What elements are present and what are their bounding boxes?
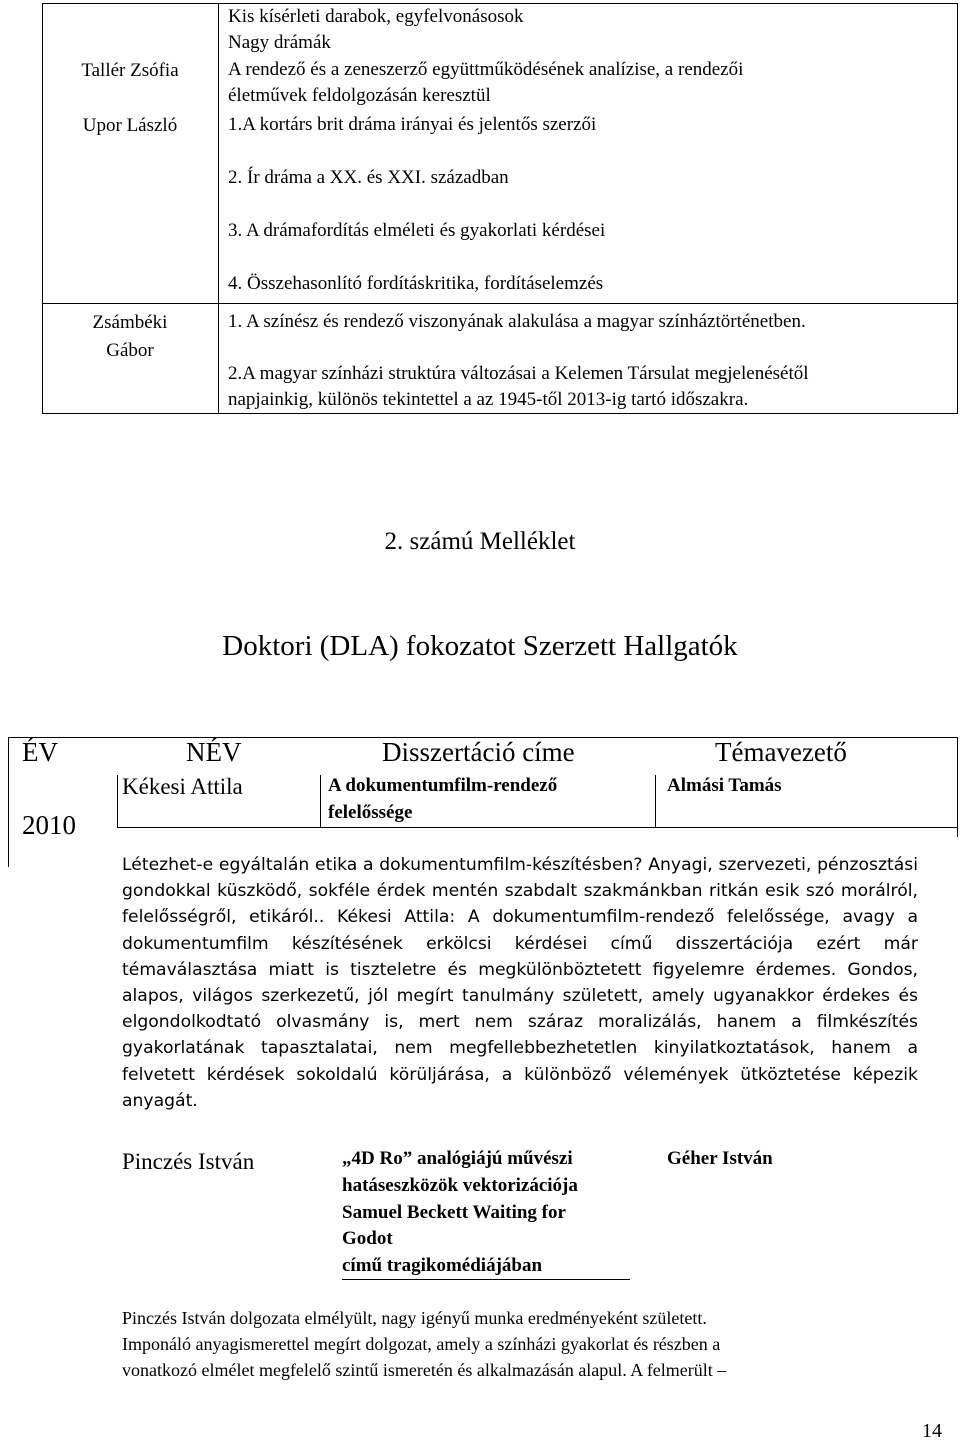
- entry-title-line: Samuel Beckett Waiting for: [342, 1202, 566, 1223]
- entry-title-line: című tragikomédiájában: [342, 1255, 543, 1276]
- entry-title-line: hatáseszközök vektorizációja: [342, 1175, 578, 1196]
- table-column-divider: [117, 775, 118, 827]
- topic-line: Kis kísérleti darabok, egyfelvonásosok: [228, 6, 524, 27]
- table-border-bottom: [42, 413, 958, 414]
- entry-title-line: „4D Ro” analógiájú művészi: [342, 1148, 573, 1169]
- entry-title-line: Godot: [342, 1228, 393, 1249]
- topic-line: napjainkig, különös tekintettel a az 1945-től 2013-ig tartó időszakra.: [228, 389, 749, 410]
- table-border-left: [8, 737, 9, 867]
- topic-line: Nagy drámák: [228, 32, 331, 53]
- column-header-title: Disszertáció címe: [382, 737, 575, 767]
- appendix-title: 2. számú Melléklet: [384, 528, 576, 555]
- column-header-name: NÉV: [186, 737, 242, 767]
- topic-line: 2. Ír dráma a XX. és XXI. században: [228, 167, 509, 188]
- topic-line: A rendező és a zeneszerző együttműködésének analízise, a rendezői: [228, 59, 744, 80]
- topic-line: életművek feldolgozásán keresztül: [228, 85, 491, 106]
- table-border-top: [42, 3, 958, 4]
- table-border-right: [957, 737, 958, 837]
- table-row-divider: [117, 827, 957, 828]
- entry-description-line: vonatkozó elmélet megfelelő szintű ismeretén és alkalmazásán alapul. A felmerült –: [122, 1360, 727, 1380]
- topic-line: 1. A színész és rendező viszonyának alakulása a magyar színháztörténetben.: [228, 311, 806, 332]
- topic-line: 2.A magyar színházi struktúra változásai a Kelemen Társulat megjelenésétől: [228, 363, 809, 384]
- person-name: Gábor: [106, 340, 154, 361]
- entry-name: Kékesi Attila: [122, 774, 243, 799]
- entry-description-line: Imponáló anyagismerettel megírt dolgozat, amely a színházi gyakorlat és részben a: [122, 1334, 721, 1354]
- table-column-divider: [218, 3, 219, 413]
- column-header-advisor: Témavezető: [715, 737, 847, 767]
- entry-name: Pinczés István: [122, 1149, 255, 1174]
- page-number: 14: [922, 1420, 942, 1442]
- table-border-right: [957, 3, 958, 413]
- entry-title-line: felelőssége: [328, 802, 413, 823]
- entry-description: Létezhet-e egyáltalán etika a dokumentumfilm-készítésben? Anyagi, szervezeti, pénzosztási gondokkal küszködő, sokféle érdek mentén szabdalt szakmánkban ritkán esik szó morálról, felelősségről, etikáról.. Kékesi Attila: A dokumentumfilm-rendező felelőssége, avagy a dokumentumfilm készítésének erkölcsi kérdései című disszertációja ezért már témaválasztása miatt is tiszteletre és megkülönböztetett figyelemre érdemes. Gondos, alapos, világos szerkezetű, jól megírt tanulmány született, amely ugyanakkor érdekes és elgondolkodtató olvasmány is, mert nem száraz moralizálás, hanem a filmkészítés gyakorlatának tapasztalatai, nem megfellebbezhetetlen kinyilatkoztatások, hanem a felvetett kérdések sokoldalú körüljárása, a különböző vélemények ütköztetése képezik anyagát.: [122, 855, 918, 1111]
- topic-line: 4. Összehasonlító fordításkritika, fordításelemzés: [228, 273, 604, 294]
- table-border-left: [42, 3, 43, 413]
- table-column-divider: [320, 775, 321, 827]
- entry-advisor: Almási Tamás: [667, 775, 782, 796]
- entry-title-line: A dokumentumfilm-rendező: [328, 775, 558, 796]
- person-name: Upor László: [82, 115, 178, 136]
- person-name: Tallér Zsófia: [81, 60, 179, 81]
- column-header-year: ÉV: [22, 737, 58, 767]
- topic-line: 3. A drámafordítás elméleti és gyakorlati kérdései: [228, 220, 606, 241]
- entry-advisor: Géher István: [667, 1148, 773, 1169]
- table-row-divider: [42, 303, 958, 304]
- entry-description-line: Pinczés István dolgozata elmélyült, nagy igényű munka eredményeként született.: [122, 1308, 707, 1328]
- entry-year: 2010: [22, 810, 76, 840]
- person-name: Zsámbéki: [92, 312, 168, 333]
- topic-line: 1.A kortárs brit dráma irányai és jelentős szerzői: [228, 114, 597, 135]
- section-title: Doktori (DLA) fokozatot Szerzett Hallgatók: [222, 630, 738, 662]
- title-underline: [342, 1279, 630, 1280]
- table-column-divider: [655, 775, 656, 827]
